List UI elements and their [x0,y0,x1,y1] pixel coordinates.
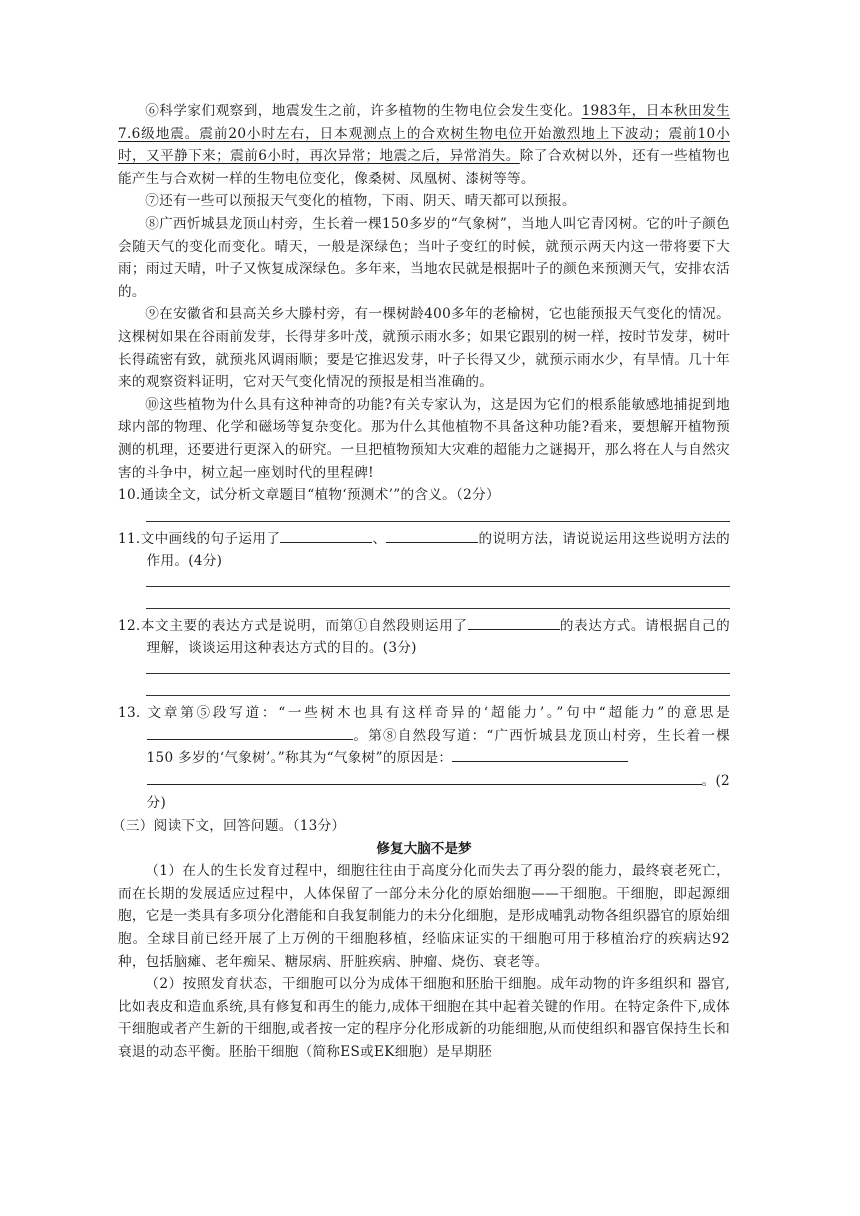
fill-blank[interactable] [452,747,628,762]
paragraph-10: ⑩这些植物为什么具有这种神奇的功能?有关专家认为，这是因为它们的根系能敏感地捕捉到地球内部的物理、化学和磁场等复杂变化。那为什么其他植物不具备这种功能?看来，要想解开植物预测的机理，还要进行更深入的研究。一旦把植物预知大灾难的超能力之谜揭开，那么将在人与自然灾害的斗争中，树立起一座划时代的里程碑! [118,396,730,481]
fill-blank[interactable] [280,528,372,543]
section-3-heading: （三）阅读下文，回答问题。（13分） [112,818,346,835]
fill-blank[interactable] [147,725,353,740]
paragraph-6: ⑥科学家们观察到，地震发生之前，许多植物的生物电位会发生变化。1983年，日本秋田发生7.6级地震。震前20小时左右，日本观测点上的合欢树生物电位开始激烈地上下波动；震前10小时，又平静下来；震前6小时，再次异常；地震之后，异常消失。除了合欢树以外，还有一些植物也能产生与合欢树一样的生物电位变化，像桑树、凤凰树、漆树等等。 [118,103,730,187]
article-title: 修复大脑不是梦 [376,840,472,857]
question-13: 13. 文章第⑤段写道：“一些树木也具有这样奇异的‘超能力’。”句中“超能力”的意思是。第⑧自然段写道：“广西忻城县龙顶山村旁，生长着一棵150 多岁的‘气象树’。”称其为“气象树”的原因是： 。(2分) [118,705,730,812]
article-paragraph-1: （1）在人的生长发育过程中，细胞往往由于高度分化而失去了再分裂的能力，最终衰老死亡，而在长期的发展适应过程中，人体保留了一部分未分化的原始细胞——干细胞。干细胞，即起源细胞，它是一类具有多项分化潜能和自我复制能力的未分化细胞，是形成哺乳动物各组织器官的原始细胞。全球目前已经开展了上万例的干细胞移植，经临床证实的干细胞可用于移植治疗的疾病达92种，包括脑瘫、老年痴呆、糖尿病、肝脏疾病、肿瘤、烧伤、衰老等。 [118,863,730,970]
question-11: 11.文中画线的句子运用了 、 的说明方法，请说说运用这些说明方法的作用。(4分) [118,528,730,573]
paragraph-9: ⑨在安徽省和县高关乡大滕村旁，有一棵树龄400多年的老榆树，它也能预报天气变化的情况。这棵树如果在谷雨前发芽，长得芽多叶茂，就预示雨水多；如果它跟别的树一样，按时节发芽，树叶长得疏密有致，就预兆风调雨顺；要是它推迟发芽，叶子长得又少，就预示雨水少，有旱情。几十年来的观察资料证明，它对天气变化情况的预报是相当准确的。 [118,306,730,391]
document-page [112,100,730,1064]
underlined-sentence: 1983年，日本秋田发生7.6级地震。震前20小时左右，日本观测点上的合欢树生物电位开始激烈地上下波动；震前10小时，又平静下来；震前6小时，再次异常；地震之后，异常消失。 [118,103,730,165]
paragraph-7: ⑦还有一些可以预报天气变化的植物，下雨、阴天、晴天都可以预报。 [145,193,576,210]
question-10: 10.通读全文，试分析文章题目“植物‘预测术’”的含义。（2分） [118,487,500,504]
fill-blank[interactable] [386,528,478,543]
paragraph-8: ⑧广西忻城县龙顶山村旁，生长着一棵150多岁的“气象树”，当地人叫它青冈树。它的叶子颜色会随天气的变化而变化。晴天，一般是深绿色；当叶子变红的时候，就预示两天内这一带将要下大雨；雨过天晴，叶子又恢复成深绿色。多年来，当地农民就是根据叶子的颜色来预测天气，安排农活的。 [118,215,730,300]
article-paragraph-2: （2）按照发育状态，干细胞可以分为成体干细胞和胚胎干细胞。成年动物的许多组织和 器官,比如表皮和造血系统,具有修复和再生的能力,成体干细胞在其中起着关键的作用。在特定条件下,成体干细胞或者产生新的干细胞,或者按一定的程序分化形成新的功能细胞,从而使组织和器官保持生长和衰退的动态平衡。胚胎干细胞（简称ES或EK细胞）是早期胚 [118,976,730,1060]
question-12: 12.本文主要的表达方式是说明，而第①自然段则运用了 的表达方式。请根据自己的理解，谈谈运用这种表达方式的目的。(3分) [118,615,730,660]
fill-blank[interactable] [468,615,560,630]
fill-blank[interactable] [147,770,702,785]
